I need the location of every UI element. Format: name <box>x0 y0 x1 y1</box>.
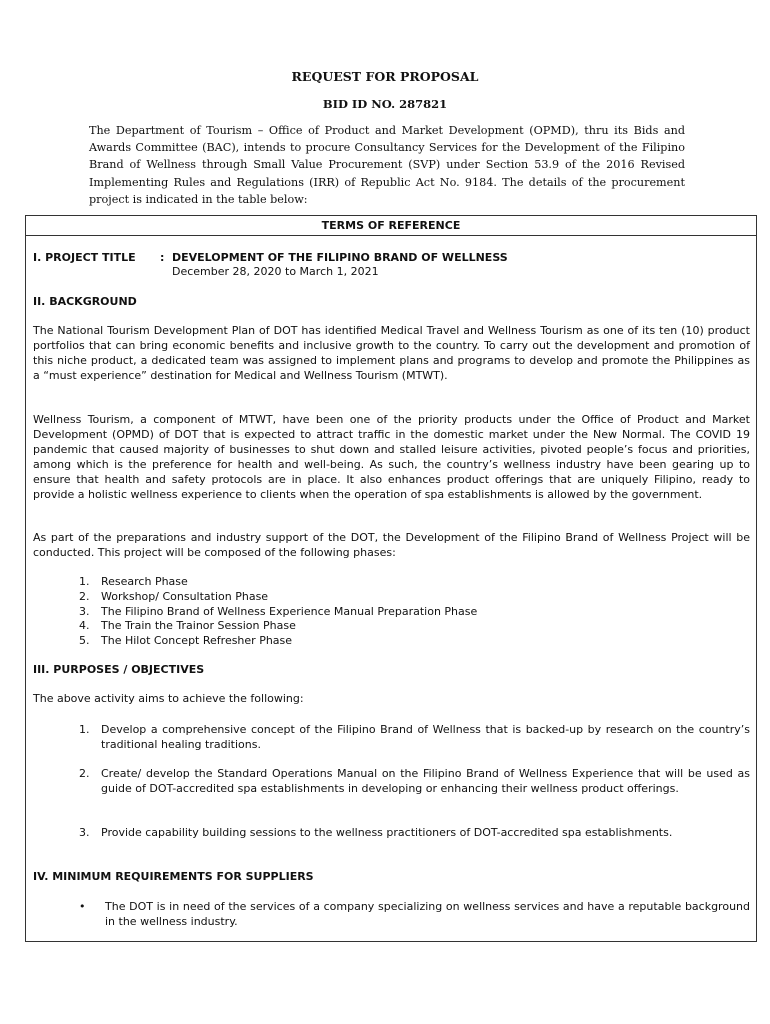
page-title: REQUEST FOR PROPOSAL <box>291 69 479 84</box>
objectives-heading: III. PURPOSES / OBJECTIVES <box>33 663 205 676</box>
project-dates: December 28, 2020 to March 1, 2021 <box>172 265 379 278</box>
bid-id: BID ID NO. 287821 <box>322 97 448 111</box>
tor-divider <box>26 235 756 236</box>
project-title-value: DEVELOPMENT OF THE FILIPINO BRAND OF WELLNESS <box>172 251 508 264</box>
background-para-1: The National Tourism Development Plan of DOT has identified Medical Travel and Wellness Tourism as one of its ten (10) product portfolios that can bring economic benefits and inclusive growth to the country. To carry out the development and promotion of this niche product, a dedicated team was assigned to implement plans and programs to develop and promote the Philippines as a “must experience” destination for Medical and Wellness Tourism (MTWT). <box>33 324 750 382</box>
tor-heading: TERMS OF REFERENCE <box>321 219 461 232</box>
bullet-icon: • <box>79 900 86 913</box>
project-title-label: I. PROJECT TITLE <box>33 251 136 264</box>
terms-of-reference-box: TERMS OF REFERENCE I. PROJECT TITLE : DEVELOPMENT OF THE FILIPINO BRAND OF WELLNESS December 28, 2020 to March 1, 2021 II. BACKGROUND The National Tourism Development Plan of DOT has identified Medical Travel and Wellness Tourism as one of its ten (10) product portfolios that can bring economic benefits and inclusive growth to the country. To carry out the development and promotion of this niche product, a dedicated team was assigned to implement plans and programs to develop and promote the Philippines as a “must experience” destination for Medical and Wellness Tourism (MTWT). Wellness Tourism, a component of MTWT, have been one of the priority products under the Office of Product and Market Development (OPMD) of DOT that is expected to attract traffic in the domestic market under the New Normal. The COVID 19 pandemic that caused majority of businesses to shut down and stalled leisure activities, pivoted people’s focus and priorities, among which is the preference for health and well-being. As such, the country’s wellness industry have been gearing up to ensure that health and safety protocols are in place. It also enhances product offerings that are uniquely Filipino, ready to provide a holistic wellness experience to clients when the operation of spa establishments is allowed by the government. As part of the preparations and industry support of the DOT, the Development of the Filipino Brand of Wellness Project will be conducted. This project will be composed of the following phases: 1. Research Phase 2. Workshop/ Consultation Phase 3. The Filipino Brand of Wellness Experience Manual Preparation Phase 4. The Train the Trainor Session Phase 5. The Hilot Concept Refresher Phase III. PURPOSES / OBJECTIVES The above activity aims to achieve the following: 1. Develop a comprehensive concept of the Filipino Brand of Wellness that is backed-up by research on the country’s traditional healing traditions. 2. Create/ develop the Standard Operations Manual on the Filipino Brand of Wellness Experience that will be used as guide of DOT-accredited spa establishments in developing or enhancing their wellness product offerings. 3. Provide capability building sessions to the wellness practitioners of DOT-accredited spa establishments. IV. MINIMUM REQUIREMENTS FOR SUPPLIERS • The DOT is in need of the services of a company specializing on wellness services and have a reputable background in the wellness industry. <box>25 215 757 942</box>
project-title-colon: : <box>160 251 165 264</box>
background-para-2: Wellness Tourism, a component of MTWT, have been one of the priority products under the Office of Product and Market Development (OPMD) of DOT that is expected to attract traffic in the domestic market under the New Normal. The COVID 19 pandemic that caused majority of businesses to shut down and stalled leisure activities, pivoted people’s focus and priorities, among which is the preference for health and well-being. As such, the country’s wellness industry have been gearing up to ensure that health and safety protocols are in place. It also enhances product offerings that are uniquely Filipino, ready to provide a holistic wellness experience to clients when the operation of spa establishments is allowed by the government. <box>33 413 750 501</box>
background-heading: II. BACKGROUND <box>33 295 137 308</box>
intro-paragraph: The Department of Tourism – Office of Product and Market Development (OPMD), thru its Bids and Awards Committee (BAC), intends to procure Consultancy Services for the Development of the Filipino Brand of Wellness through Small Value Procurement (SVP) under Section 53.9 of the 2016 Revised Implementing Rules and Regulations (IRR) of Republic Act No. 9184. The details of the procurement project is indicated in the table below: <box>89 124 685 206</box>
objectives-intro: The above activity aims to achieve the following: <box>33 692 304 705</box>
background-para-3: As part of the preparations and industry support of the DOT, the Development of the Filipino Brand of Wellness Project will be conducted. This project will be composed of the following phases: <box>33 531 750 559</box>
requirements-heading: IV. MINIMUM REQUIREMENTS FOR SUPPLIERS <box>33 870 314 883</box>
